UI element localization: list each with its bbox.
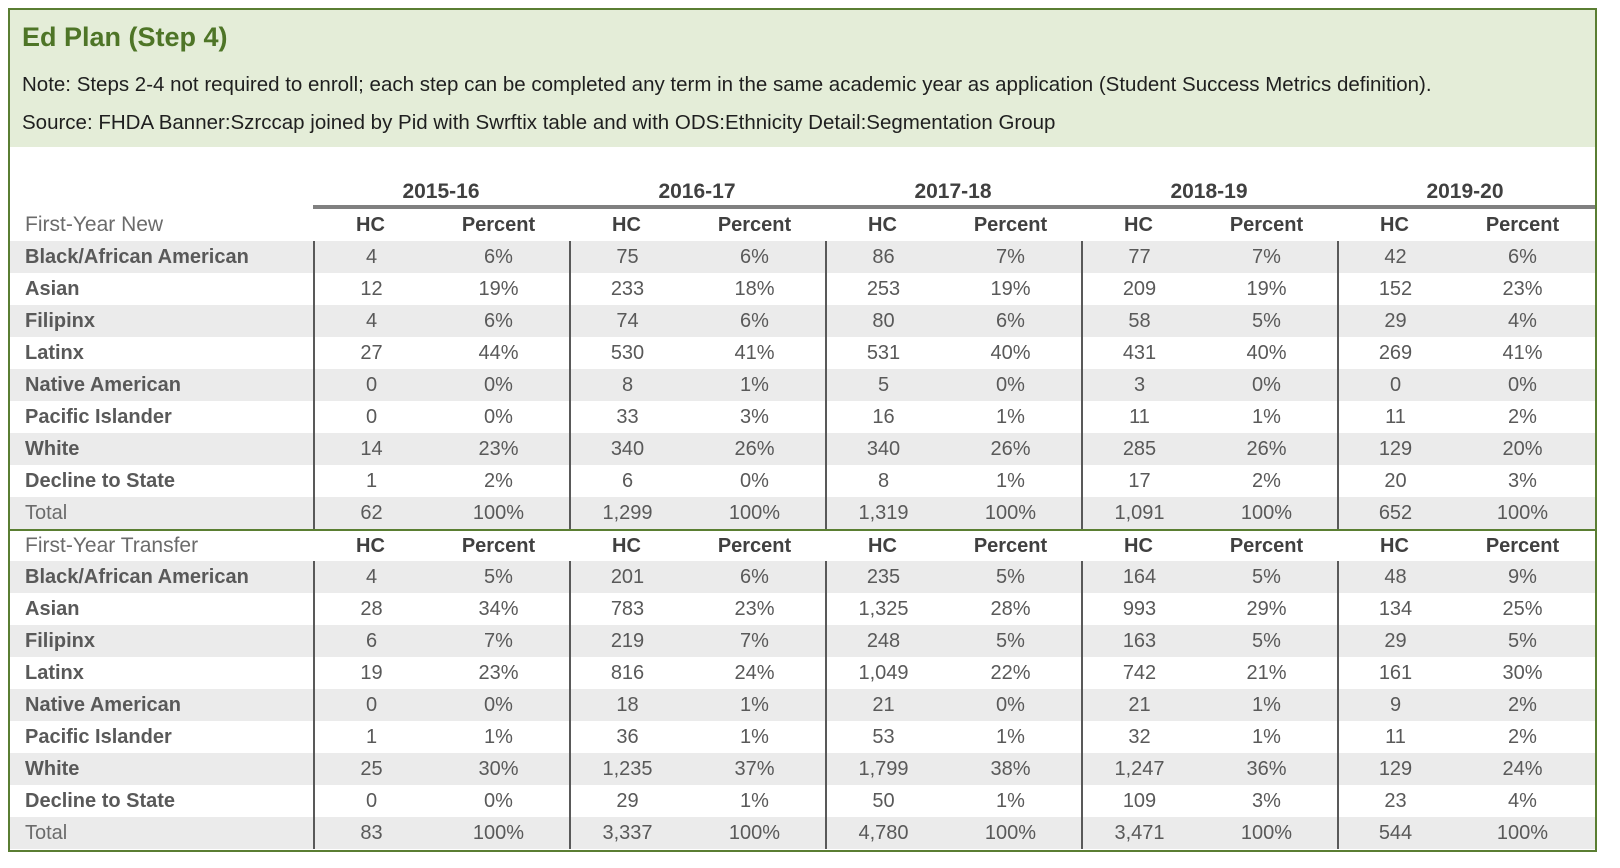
column-header-percent: Percent <box>973 213 1048 236</box>
table-row <box>10 241 1595 273</box>
cell-percent-value: 100% <box>1240 501 1293 524</box>
cell-hc-value: 80 <box>825 305 940 337</box>
cell-percent-value: 26% <box>734 437 775 460</box>
cell-hc-value: 544 <box>1337 817 1452 849</box>
column-header-hc: HC <box>612 534 641 557</box>
cell-percent-value: 7% <box>740 629 769 652</box>
cell-hc-value: 42 <box>1337 241 1452 273</box>
cell-hc-value: 1,325 <box>825 593 940 625</box>
cell-percent-value: 5% <box>996 629 1025 652</box>
cell-percent-value: 100% <box>1496 821 1549 844</box>
table-row <box>10 785 1595 817</box>
cell-hc-value: 29 <box>569 785 684 817</box>
cell-percent-value: 0% <box>484 693 513 716</box>
cell-hc-value: 1 <box>313 465 428 497</box>
column-header-percent: Percent <box>1229 534 1304 557</box>
table-row <box>10 561 1595 593</box>
cell-percent-value: 40% <box>1246 341 1287 364</box>
cell-percent-value: 36% <box>1246 757 1287 780</box>
cell-hc-value: 4 <box>313 561 428 593</box>
row-label: Native American <box>25 373 181 396</box>
cell-hc-value: 19 <box>313 657 428 689</box>
cell-hc-value: 109 <box>1081 785 1196 817</box>
table-row <box>10 753 1595 785</box>
data-table <box>10 147 1595 849</box>
cell-hc-value: 1 <box>313 721 428 753</box>
cell-percent-value: 1% <box>996 469 1025 492</box>
cell-percent-value: 5% <box>1508 629 1537 652</box>
row-label: Pacific Islander <box>25 405 172 428</box>
table-row <box>10 337 1595 369</box>
cell-percent-value: 23% <box>1502 277 1543 300</box>
cell-hc-value: 3,471 <box>1081 817 1196 849</box>
table-row <box>10 465 1595 497</box>
row-label: Total <box>25 501 68 524</box>
cell-hc-value: 235 <box>825 561 940 593</box>
cell-percent-value: 6% <box>1508 245 1537 268</box>
year-header: 2015-16 <box>402 180 480 203</box>
cell-hc-value: 816 <box>569 657 684 689</box>
cell-hc-value: 1,247 <box>1081 753 1196 785</box>
cell-percent-value: 1% <box>996 725 1025 748</box>
cell-percent-value: 2% <box>1508 405 1537 428</box>
report-container <box>8 8 1597 852</box>
cell-percent-value: 44% <box>478 341 519 364</box>
cell-hc-value: 4,780 <box>825 817 940 849</box>
year-header: 2017-18 <box>914 180 992 203</box>
cell-percent-value: 3% <box>1508 469 1537 492</box>
cell-percent-value: 23% <box>734 597 775 620</box>
cell-percent-value: 7% <box>484 629 513 652</box>
column-header-hc: HC <box>868 213 897 236</box>
cell-hc-value: 1,799 <box>825 753 940 785</box>
cell-percent-value: 30% <box>1502 661 1543 684</box>
row-label: Black/African American <box>25 565 249 588</box>
cell-percent-value: 38% <box>990 757 1031 780</box>
cell-hc-value: 652 <box>1337 497 1452 529</box>
cell-percent-value: 9% <box>1508 565 1537 588</box>
row-label: Native American <box>25 693 181 716</box>
cell-hc-value: 3 <box>1081 369 1196 401</box>
cell-percent-value: 26% <box>990 437 1031 460</box>
table-row <box>10 497 1595 529</box>
cell-hc-value: 6 <box>313 625 428 657</box>
cell-hc-value: 17 <box>1081 465 1196 497</box>
cell-percent-value: 24% <box>734 661 775 684</box>
year-header-row <box>10 173 1595 205</box>
cell-percent-value: 7% <box>1252 245 1281 268</box>
table-row <box>10 657 1595 689</box>
cell-percent-value: 1% <box>996 789 1025 812</box>
row-label: White <box>25 437 80 460</box>
cell-percent-value: 100% <box>472 501 525 524</box>
cell-percent-value: 28% <box>990 597 1031 620</box>
table-row <box>10 369 1595 401</box>
cell-hc-value: 25 <box>313 753 428 785</box>
cell-percent-value: 100% <box>1496 501 1549 524</box>
cell-hc-value: 29 <box>1337 305 1452 337</box>
row-label: White <box>25 757 80 780</box>
cell-hc-value: 163 <box>1081 625 1196 657</box>
cell-hc-value: 28 <box>313 593 428 625</box>
cell-percent-value: 100% <box>1240 821 1293 844</box>
cell-hc-value: 29 <box>1337 625 1452 657</box>
cell-hc-value: 12 <box>313 273 428 305</box>
column-header-hc: HC <box>356 213 385 236</box>
cell-hc-value: 5 <box>825 369 940 401</box>
column-header-hc: HC <box>356 534 385 557</box>
column-header-hc: HC <box>868 534 897 557</box>
cell-hc-value: 8 <box>825 465 940 497</box>
cell-hc-value: 27 <box>313 337 428 369</box>
cell-hc-value: 253 <box>825 273 940 305</box>
cell-percent-value: 0% <box>484 373 513 396</box>
cell-hc-value: 285 <box>1081 433 1196 465</box>
column-header-percent: Percent <box>973 534 1048 557</box>
cell-hc-value: 233 <box>569 273 684 305</box>
cell-percent-value: 100% <box>984 821 1037 844</box>
column-header-percent: Percent <box>1485 213 1560 236</box>
cell-hc-value: 340 <box>825 433 940 465</box>
cell-hc-value: 201 <box>569 561 684 593</box>
section-label: First-Year New <box>25 213 164 236</box>
column-header-hc: HC <box>1380 534 1409 557</box>
column-header-hc: HC <box>1124 213 1153 236</box>
cell-percent-value: 5% <box>996 565 1025 588</box>
note-text: Note: Steps 2-4 not required to enroll; each step can be completed any term in the same academic year as application (Student Success Metrics definition). <box>22 73 1432 96</box>
row-label: Pacific Islander <box>25 725 172 748</box>
cell-hc-value: 9 <box>1337 689 1452 721</box>
cell-hc-value: 152 <box>1337 273 1452 305</box>
cell-percent-value: 1% <box>1252 405 1281 428</box>
cell-percent-value: 100% <box>728 821 781 844</box>
cell-percent-value: 0% <box>996 693 1025 716</box>
cell-percent-value: 100% <box>728 501 781 524</box>
cell-hc-value: 36 <box>569 721 684 753</box>
cell-hc-value: 58 <box>1081 305 1196 337</box>
column-header-percent: Percent <box>717 213 792 236</box>
cell-percent-value: 6% <box>740 309 769 332</box>
cell-percent-value: 6% <box>996 309 1025 332</box>
cell-hc-value: 18 <box>569 689 684 721</box>
cell-hc-value: 23 <box>1337 785 1452 817</box>
column-header-percent: Percent <box>1485 534 1560 557</box>
cell-hc-value: 1,091 <box>1081 497 1196 529</box>
cell-hc-value: 77 <box>1081 241 1196 273</box>
cell-hc-value: 431 <box>1081 337 1196 369</box>
cell-percent-value: 2% <box>484 469 513 492</box>
cell-hc-value: 16 <box>825 401 940 433</box>
cell-percent-value: 1% <box>484 725 513 748</box>
cell-percent-value: 0% <box>996 373 1025 396</box>
cell-percent-value: 25% <box>1502 597 1543 620</box>
cell-percent-value: 6% <box>740 245 769 268</box>
cell-hc-value: 62 <box>313 497 428 529</box>
cell-hc-value: 32 <box>1081 721 1196 753</box>
cell-percent-value: 6% <box>484 245 513 268</box>
cell-percent-value: 21% <box>1246 661 1287 684</box>
table-row <box>10 817 1595 849</box>
cell-hc-value: 0 <box>313 401 428 433</box>
cell-hc-value: 75 <box>569 241 684 273</box>
cell-hc-value: 86 <box>825 241 940 273</box>
cell-percent-value: 3% <box>740 405 769 428</box>
cell-percent-value: 5% <box>484 565 513 588</box>
row-label: Asian <box>25 277 80 300</box>
cell-hc-value: 0 <box>1337 369 1452 401</box>
cell-percent-value: 1% <box>740 725 769 748</box>
cell-hc-value: 742 <box>1081 657 1196 689</box>
cell-percent-value: 0% <box>740 469 769 492</box>
row-label: Filipinx <box>25 629 95 652</box>
column-header-percent: Percent <box>717 534 792 557</box>
page-title: Ed Plan (Step 4) <box>22 22 228 52</box>
cell-percent-value: 1% <box>740 789 769 812</box>
cell-hc-value: 14 <box>313 433 428 465</box>
cell-hc-value: 269 <box>1337 337 1452 369</box>
cell-hc-value: 8 <box>569 369 684 401</box>
section-label: First-Year Transfer <box>25 534 199 557</box>
section-header-row <box>10 209 1595 241</box>
cell-hc-value: 11 <box>1081 401 1196 433</box>
column-header-percent: Percent <box>461 534 536 557</box>
cell-percent-value: 1% <box>740 373 769 396</box>
cell-percent-value: 0% <box>484 405 513 428</box>
cell-percent-value: 40% <box>990 341 1031 364</box>
cell-hc-value: 6 <box>569 465 684 497</box>
cell-percent-value: 3% <box>1252 789 1281 812</box>
cell-percent-value: 5% <box>1252 629 1281 652</box>
column-header-percent: Percent <box>461 213 536 236</box>
cell-percent-value: 7% <box>996 245 1025 268</box>
cell-percent-value: 1% <box>996 405 1025 428</box>
table-row <box>10 689 1595 721</box>
cell-hc-value: 530 <box>569 337 684 369</box>
cell-hc-value: 74 <box>569 305 684 337</box>
cell-hc-value: 993 <box>1081 593 1196 625</box>
cell-hc-value: 209 <box>1081 273 1196 305</box>
row-label: Decline to State <box>25 469 176 492</box>
cell-hc-value: 1,299 <box>569 497 684 529</box>
cell-percent-value: 19% <box>990 277 1031 300</box>
row-label: Decline to State <box>25 789 176 812</box>
cell-percent-value: 6% <box>484 309 513 332</box>
cell-percent-value: 37% <box>734 757 775 780</box>
cell-hc-value: 219 <box>569 625 684 657</box>
cell-hc-value: 3,337 <box>569 817 684 849</box>
cell-percent-value: 26% <box>1246 437 1287 460</box>
row-label: Black/African American <box>25 245 249 268</box>
cell-percent-value: 5% <box>1252 309 1281 332</box>
cell-hc-value: 4 <box>313 305 428 337</box>
column-header-hc: HC <box>1124 534 1153 557</box>
column-header-percent: Percent <box>1229 213 1304 236</box>
cell-percent-value: 22% <box>990 661 1031 684</box>
cell-hc-value: 33 <box>569 401 684 433</box>
cell-percent-value: 6% <box>740 565 769 588</box>
year-header: 2019-20 <box>1426 180 1504 203</box>
cell-hc-value: 11 <box>1337 721 1452 753</box>
cell-percent-value: 23% <box>478 661 519 684</box>
cell-percent-value: 19% <box>1246 277 1287 300</box>
cell-percent-value: 100% <box>472 821 525 844</box>
cell-percent-value: 2% <box>1252 469 1281 492</box>
row-label: Latinx <box>25 661 84 684</box>
cell-hc-value: 783 <box>569 593 684 625</box>
section-header-row <box>10 529 1595 561</box>
report-header <box>10 10 1595 147</box>
cell-hc-value: 53 <box>825 721 940 753</box>
cell-percent-value: 24% <box>1502 757 1543 780</box>
cell-percent-value: 19% <box>478 277 519 300</box>
year-header: 2016-17 <box>658 180 736 203</box>
cell-percent-value: 18% <box>734 277 775 300</box>
cell-percent-value: 41% <box>1502 341 1543 364</box>
cell-hc-value: 161 <box>1337 657 1452 689</box>
year-header: 2018-19 <box>1170 180 1248 203</box>
cell-hc-value: 129 <box>1337 753 1452 785</box>
table-row <box>10 273 1595 305</box>
cell-percent-value: 2% <box>1508 725 1537 748</box>
cell-hc-value: 0 <box>313 785 428 817</box>
column-header-hc: HC <box>612 213 641 236</box>
cell-percent-value: 30% <box>478 757 519 780</box>
cell-percent-value: 2% <box>1508 693 1537 716</box>
table-row <box>10 721 1595 753</box>
cell-percent-value: 1% <box>740 693 769 716</box>
table-row <box>10 433 1595 465</box>
cell-percent-value: 5% <box>1252 565 1281 588</box>
cell-hc-value: 48 <box>1337 561 1452 593</box>
cell-hc-value: 1,049 <box>825 657 940 689</box>
column-header-hc: HC <box>1380 213 1409 236</box>
cell-percent-value: 1% <box>1252 693 1281 716</box>
cell-hc-value: 11 <box>1337 401 1452 433</box>
cell-percent-value: 0% <box>1252 373 1281 396</box>
table-row <box>10 625 1595 657</box>
cell-hc-value: 50 <box>825 785 940 817</box>
cell-hc-value: 248 <box>825 625 940 657</box>
cell-hc-value: 21 <box>1081 689 1196 721</box>
cell-hc-value: 0 <box>313 689 428 721</box>
row-label: Latinx <box>25 341 84 364</box>
cell-percent-value: 100% <box>984 501 1037 524</box>
cell-hc-value: 21 <box>825 689 940 721</box>
cell-hc-value: 129 <box>1337 433 1452 465</box>
cell-hc-value: 531 <box>825 337 940 369</box>
cell-hc-value: 340 <box>569 433 684 465</box>
cell-percent-value: 23% <box>478 437 519 460</box>
cell-percent-value: 41% <box>734 341 775 364</box>
cell-hc-value: 164 <box>1081 561 1196 593</box>
row-label: Total <box>25 821 68 844</box>
table-row <box>10 305 1595 337</box>
cell-hc-value: 4 <box>313 241 428 273</box>
row-label: Asian <box>25 597 80 620</box>
table-row <box>10 593 1595 625</box>
cell-percent-value: 29% <box>1246 597 1287 620</box>
cell-hc-value: 1,235 <box>569 753 684 785</box>
cell-percent-value: 34% <box>478 597 519 620</box>
cell-percent-value: 4% <box>1508 309 1537 332</box>
table-row <box>10 401 1595 433</box>
cell-percent-value: 20% <box>1502 437 1543 460</box>
cell-hc-value: 20 <box>1337 465 1452 497</box>
row-label: Filipinx <box>25 309 95 332</box>
cell-percent-value: 0% <box>484 789 513 812</box>
cell-hc-value: 0 <box>313 369 428 401</box>
cell-percent-value: 0% <box>1508 373 1537 396</box>
cell-hc-value: 134 <box>1337 593 1452 625</box>
source-text: Source: FHDA Banner:Szrccap joined by Pid with Swrftix table and with ODS:Ethnicity Detail:Segmentation Group <box>22 111 1056 134</box>
cell-hc-value: 1,319 <box>825 497 940 529</box>
cell-percent-value: 1% <box>1252 725 1281 748</box>
cell-percent-value: 4% <box>1508 789 1537 812</box>
cell-hc-value: 83 <box>313 817 428 849</box>
